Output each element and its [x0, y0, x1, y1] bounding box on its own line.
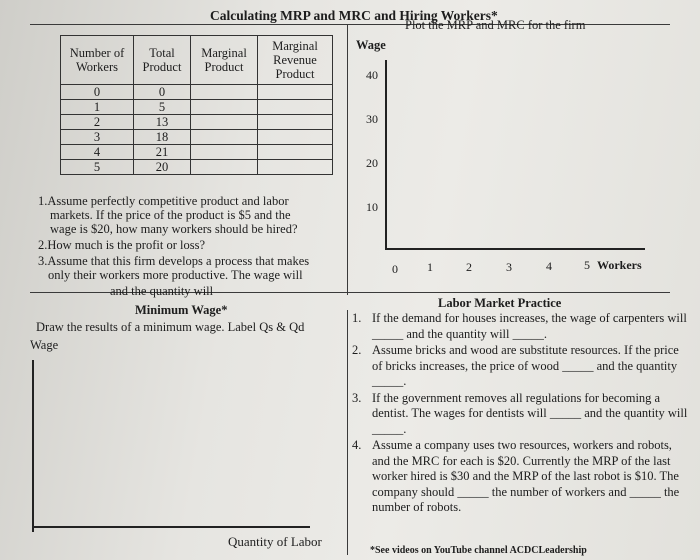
- lower-divider: [347, 310, 348, 555]
- item-number: 1.: [352, 311, 362, 325]
- header-total-product: Total Product: [134, 36, 191, 85]
- x-tick: 5: [584, 258, 590, 272]
- cell-marginal-product[interactable]: [191, 115, 258, 130]
- min-wage-x-label: Quantity of Labor: [228, 534, 322, 549]
- cell-workers: 2: [61, 115, 134, 130]
- item-text: If the government removes all regulations for becoming a dentist. The wages for dentists will _____ and the quantity will _____.: [372, 390, 688, 436]
- cell-total-product: 0: [134, 85, 191, 100]
- cell-total-product: 21: [134, 145, 191, 160]
- footer-note: *See videos on YouTube channel ACDCLeadership: [370, 545, 587, 556]
- cell-workers: 0: [61, 85, 134, 100]
- cell-mrp[interactable]: [258, 160, 333, 175]
- cell-workers: 4: [61, 145, 134, 160]
- min-wage-y-axis: [32, 360, 34, 532]
- min-wage-x-axis: [32, 526, 310, 528]
- cell-marginal-product[interactable]: [191, 145, 258, 160]
- table-row: [61, 85, 333, 100]
- graph-y-axis: [385, 60, 387, 250]
- table-row: [61, 160, 333, 175]
- item-number: 3.: [352, 390, 362, 405]
- min-wage-instruction: Draw the results of a minimum wage. Label Qs & Qd: [36, 320, 305, 334]
- question-2: 2.How much is the profit or loss?: [38, 238, 205, 252]
- min-wage-title: Minimum Wage*: [135, 303, 228, 317]
- plot-instruction: Plot the MRP and MRC for the firm: [405, 18, 586, 32]
- center-divider: [347, 25, 348, 295]
- cell-mrp[interactable]: [258, 130, 333, 145]
- cell-workers: 3: [61, 130, 134, 145]
- list-item: [352, 343, 692, 390]
- min-wage-y-label: Wage: [30, 338, 59, 352]
- list-item: [352, 438, 692, 516]
- y-tick: 40: [366, 68, 378, 82]
- y-tick: 10: [366, 200, 378, 214]
- x-tick: 1: [427, 260, 433, 274]
- graph-y-label: Wage: [356, 38, 386, 52]
- table-row: [61, 145, 333, 160]
- header-workers: Number of Workers: [61, 36, 134, 85]
- cell-marginal-product[interactable]: [191, 85, 258, 100]
- labor-practice-list: [352, 311, 692, 517]
- cell-workers: 5: [61, 160, 134, 175]
- cell-mrp[interactable]: [258, 145, 333, 160]
- item-text: Assume bricks and wood are substitute resources. If the price of bricks increases, the price of wood _____ and the quantity _____.: [372, 343, 679, 388]
- question-3-line-1: 3.Assume that this firm develops a process that makes: [38, 254, 310, 268]
- item-text: If the demand for houses increases, the wage of carpenters will _____ and the quantity will _____.: [372, 311, 687, 341]
- cell-total-product: 5: [134, 100, 191, 115]
- table-row: [61, 130, 333, 145]
- x-tick: 0: [392, 262, 398, 276]
- cell-marginal-product[interactable]: [191, 160, 258, 175]
- cell-workers: 1: [61, 100, 134, 115]
- cell-total-product: 13: [134, 115, 191, 130]
- item-number: 2.: [352, 343, 362, 357]
- cell-mrp[interactable]: [258, 85, 333, 100]
- item-text: Assume a company uses two resources, workers and robots, and the MRC for each is $20. Currently the MRP of the last worker hired is $30 and the MRP of the last robot is $10. The company should _____ the number of workers and _____ the number of robots.: [372, 438, 680, 514]
- y-tick: 20: [366, 156, 378, 170]
- list-item: [352, 311, 692, 342]
- item-number: 4.: [352, 438, 362, 452]
- cell-total-product: 18: [134, 130, 191, 145]
- table-row: [61, 115, 333, 130]
- cell-mrp[interactable]: [258, 100, 333, 115]
- graph-x-label: Workers: [597, 258, 642, 272]
- page-title: Calculating MRP and MRC and Hiring Workers*: [210, 8, 498, 23]
- x-tick: 2: [466, 260, 472, 274]
- labor-practice-title: Labor Market Practice: [438, 296, 562, 310]
- table-header-row: [61, 36, 333, 85]
- graph-x-axis: [385, 248, 645, 250]
- question-1-line-1: 1.Assume perfectly competitive product and labor: [38, 194, 289, 208]
- question-1-line-2: markets. If the price of the product is $5 and the: [50, 208, 291, 222]
- list-item: [352, 391, 692, 438]
- header-marginal-product: Marginal Product: [191, 36, 258, 85]
- cell-total-product: 20: [134, 160, 191, 175]
- question-3-line-2: only their workers more productive. The wage will: [48, 268, 303, 282]
- mrp-table: [60, 35, 333, 175]
- header-mrp: Marginal Revenue Product: [258, 36, 333, 85]
- cell-marginal-product[interactable]: [191, 130, 258, 145]
- question-3-line-3: and the quantity will: [110, 284, 214, 298]
- x-tick: 3: [506, 260, 512, 274]
- table-row: [61, 100, 333, 115]
- cell-mrp[interactable]: [258, 115, 333, 130]
- cell-marginal-product[interactable]: [191, 100, 258, 115]
- x-tick: 4: [546, 259, 552, 273]
- question-1-line-3: wage is $20, how many workers should be hired?: [50, 222, 298, 236]
- y-tick: 30: [366, 112, 378, 126]
